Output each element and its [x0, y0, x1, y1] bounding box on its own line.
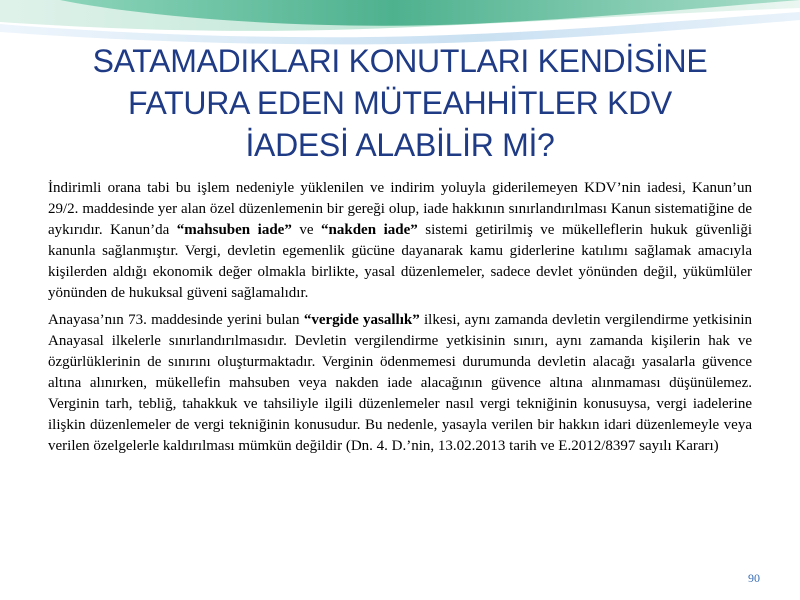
paragraph-2	[48, 310, 752, 457]
paragraph-2-text-b: ilkesi, aynı zamanda devletin vergilendirme yetkisinin Anayasal ilkelerle sınırlandırılmasıdır. Devletin vergilendirme yetkisinin sınırı, aynı zamanda kişilerin hak ve özgürlüklerinin de sınırını oluşturmaktadır. Verginin ödenmemesi durumunda devletin alacağı yasalarla güvence altına alınırken, mükellefin mahsuben veya nakden iade alacağının güvence altına alınmaması düşünülemez. Verginin tarh, tebliğ, tahakkuk ve tahsiliyle ilgili düzenlemeler nasıl vergi tekniğinin konusuysa, vergi iadelerine ilişkin düzenlemeler de vergi tekniğinin konusudur. Bu nedenle, yasayla verilen bir hakkın idari düzenlemeyle veya verilen özelgelerle kaldırılması mümkün değildir (Dn. 4. D.’nin, 13.02.2013 tarih ve E.2012/8397 sayılı Kararı)	[48, 312, 753, 454]
paragraph-1-text-a: İndirimli orana tabi bu işlem nedeniyle yüklenilen ve indirim yoluyla giderilemeyen KDV’nin iadesi, Kanun’un 29/2. maddesinde yer alan özel düzenlemenin bir gereği olup, iade hakkının sınırlandırılması Kanun sistematiğine de aykırıdır. Kanun’da	[48, 180, 752, 238]
title-line-1: SATAMADIKLARI KONUTLARI KENDİSİNE	[92, 43, 708, 79]
title-line-3: İADESİ ALABİLİR Mİ?	[245, 127, 555, 163]
paragraph-2-text-a: Anayasa’nın 73. maddesinde yerini bulan	[48, 312, 304, 328]
paragraph-1	[48, 178, 752, 304]
page-number: 90	[748, 571, 760, 585]
slide-body	[48, 178, 752, 463]
slide-title	[20, 40, 780, 166]
paragraph-1-text-c: sistemi getirilmiş ve mükelleflerin hukuk güvenliği kanunla sağlanmıştır. Vergi, devletin egemenlik gücüne dayanarak kamu giderlerine katılımı sağlamak amacıyla kişilerden aldığı ekonomik değer olmakla birlikte, yasal düzenlemeler, sadece devlet yönünden değil, yükümlüler yönünden de hukuksal güveni sağlamalıdır.	[48, 222, 752, 301]
term-mahsuben-iade: “mahsuben iade”	[176, 222, 292, 238]
title-line-2: FATURA EDEN MÜTEAHHİTLER KDV	[128, 85, 672, 121]
paragraph-1-text-b: ve	[291, 222, 322, 238]
term-nakden-iade: “nakden iade”	[321, 222, 418, 238]
term-vergide-yasallik: “vergide yasallık”	[303, 312, 420, 328]
